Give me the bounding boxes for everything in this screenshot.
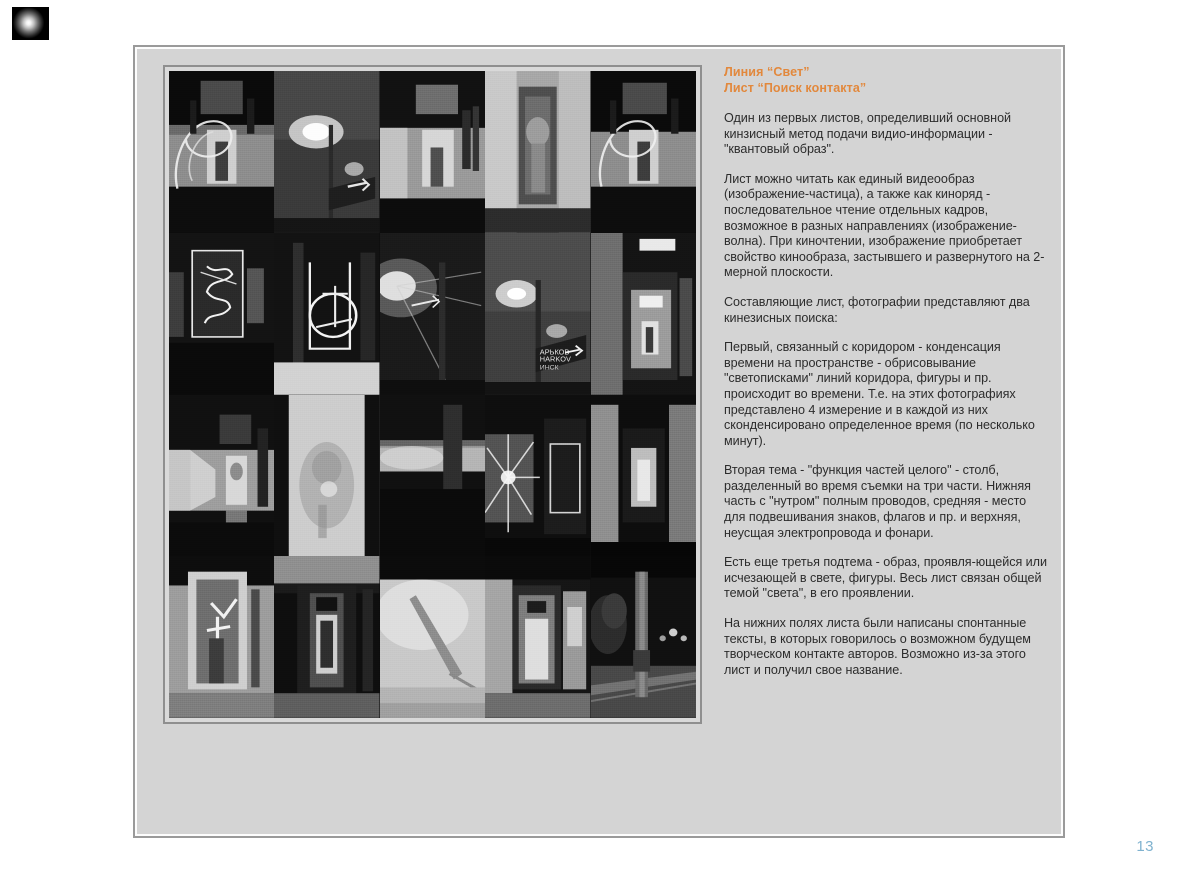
radial-glow — [12, 7, 49, 40]
body-paragraph: Лист можно читать как единый видеообраз (изображение-частица), а также как киноряд - последовательное чтение отдельных кадров, возможное в разных направлениях (изображение-волна). При киночтении, изображение приобретает свойство кинообраза, застывшего и развернутого на 2-мерной плоскости. — [724, 171, 1045, 280]
light-glow-logo-icon — [12, 7, 49, 40]
photo-cell — [169, 71, 274, 233]
photo-cell — [274, 71, 379, 233]
body-paragraph: Составляющие лист, фотографии представляют два кинезисных поиска: — [724, 294, 1030, 325]
photo-cell — [274, 233, 379, 395]
svg-text:HARKOV: HARKOV — [539, 355, 572, 364]
body-paragraph: На нижних полях листа были написаны спонтанные тексты, в которых говорилось о возможном будущем творческом контакте авторов. Возможно из-за этого лист и получил свое название. — [724, 616, 1031, 677]
photo-cell — [169, 395, 274, 557]
page-number: 13 — [1136, 838, 1154, 855]
photo-cell — [169, 556, 274, 718]
body-paragraph: Есть еще третья подтема - образ, проявля-ющейся или исчезающей в свете, фигуры. Весь лист связан общей темой "света", в его проявлении. — [724, 555, 1047, 601]
photo-grid — [169, 71, 696, 718]
photo-cell — [591, 233, 696, 395]
photo-cell — [380, 71, 485, 233]
photo-cell — [485, 71, 590, 233]
photo-cell — [380, 395, 485, 557]
photo-montage-frame — [163, 65, 702, 724]
photo-cell — [380, 556, 485, 718]
photo-cell — [591, 71, 696, 233]
photo-cell — [169, 233, 274, 395]
photo-cell — [485, 556, 590, 718]
photo-cell — [274, 556, 379, 718]
description-column — [724, 65, 1050, 678]
body-paragraph: Вторая тема - "функция частей целого" - столб, разделенный во время съемки на три части. Нижняя часть с "нутром" полным проводов, средняя - место для подвешивания знаков, флагов и пр. и верхняя, неусщая электропровода и фонари. — [724, 463, 1031, 540]
svg-text:ИНСК: ИНСК — [539, 364, 559, 371]
slide-panel — [133, 45, 1065, 838]
photo-cell — [591, 395, 696, 557]
title-line-1: Линия “Свет” — [724, 65, 810, 79]
photo-cell — [274, 395, 379, 557]
page-title — [724, 65, 1050, 96]
photo-cell — [380, 233, 485, 395]
svg-text:АРЬКОВ: АРЬКОВ — [539, 348, 570, 357]
body-paragraph: Один из первых листов, определивший основной кинзисный метод подачи видио-информации - "квантовый образ". — [724, 111, 1012, 157]
title-line-2: Лист “Поиск контакта” — [724, 80, 867, 95]
photo-cell — [485, 233, 590, 395]
body-paragraph: Первый, связанный с коридором - конденсация времени на пространстве - обрисовывание "светописками" линий коридора, фигуры и пр. происходит во времени. Т.е. на этих фотографиях представлено 4 измерение и в каждой из них сконденсировано определенное время (по несколько минут). — [724, 340, 1035, 448]
photo-cell — [591, 556, 696, 718]
photo-cell — [485, 395, 590, 557]
